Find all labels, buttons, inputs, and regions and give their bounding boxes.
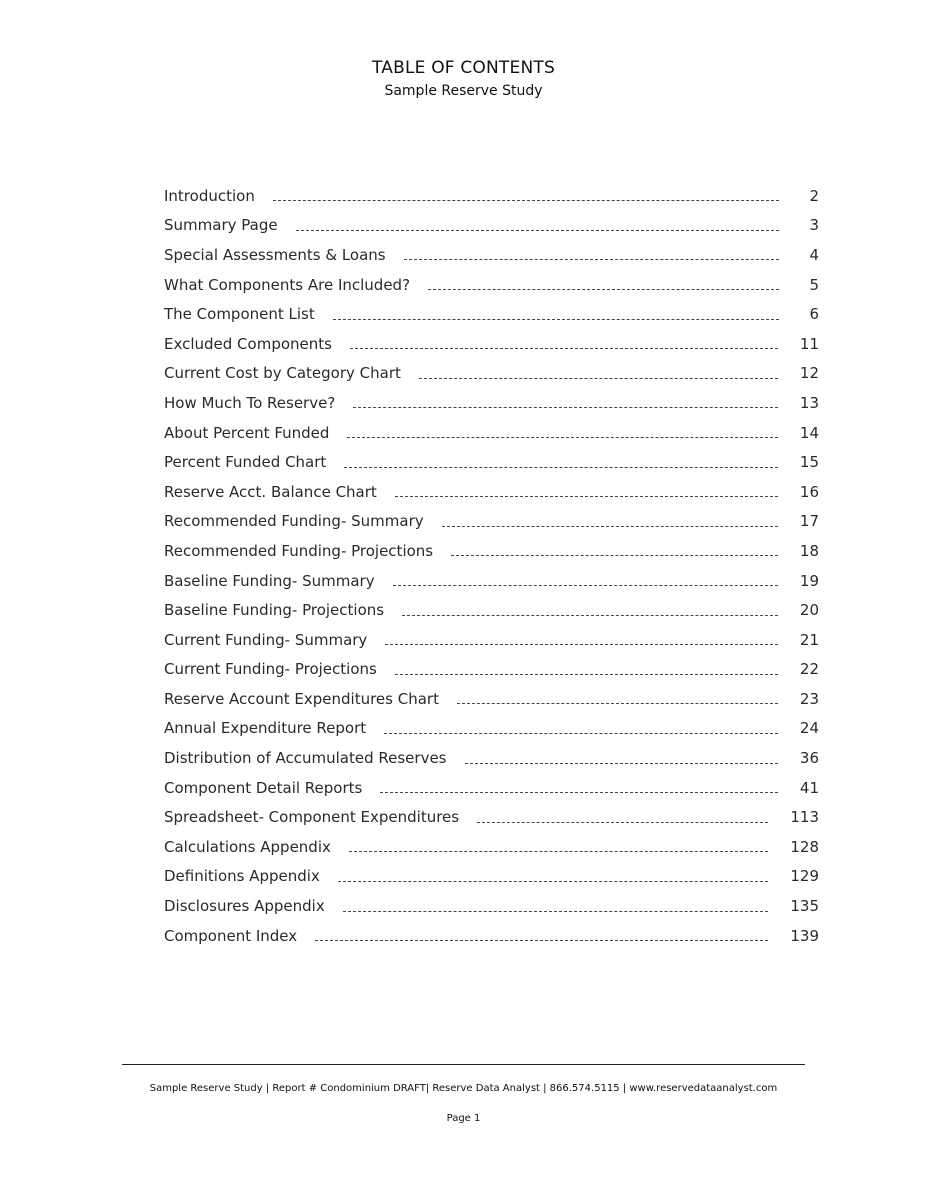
toc-entry[interactable] [164, 773, 819, 803]
toc-entry-page-number: 24 [799, 719, 819, 738]
toc-dot-leader [477, 822, 768, 823]
toc-entry[interactable] [164, 507, 819, 537]
toc-entry-page-number: 16 [799, 482, 819, 501]
toc-entry-label: Summary Page [164, 216, 278, 235]
page-subtitle: Sample Reserve Study [384, 83, 543, 99]
toc-entry-label: Introduction [164, 186, 255, 205]
toc-entry-page-number: 6 [809, 305, 819, 324]
toc-entry-page-number: 113 [790, 808, 819, 827]
toc-dot-leader [402, 615, 778, 616]
toc-entry[interactable] [164, 832, 819, 862]
toc-entry[interactable] [164, 595, 819, 625]
toc-entry[interactable] [164, 418, 819, 448]
toc-dot-leader [395, 674, 778, 675]
toc-entry-label: Baseline Funding- Projections [164, 601, 385, 620]
toc-entry-page-number: 18 [799, 541, 819, 560]
toc-dot-leader [347, 437, 777, 438]
page-title: TABLE OF CONTENTS [372, 58, 555, 78]
toc-entry[interactable] [164, 684, 819, 714]
toc-entry-page-number: 17 [799, 512, 819, 531]
toc-dot-leader [338, 881, 769, 882]
toc-entry[interactable] [164, 743, 819, 773]
toc-dot-leader [350, 348, 778, 349]
toc-entry[interactable] [164, 536, 819, 566]
toc-dot-leader [465, 763, 778, 764]
toc-dot-leader [343, 911, 769, 912]
toc-entry-label: What Components Are Included? [164, 275, 411, 294]
toc-entry-label: Spreadsheet- Component Expenditures [164, 808, 460, 827]
footer-divider [122, 1064, 805, 1065]
toc-entry-label: Calculations Appendix [164, 837, 331, 856]
toc-entry-page-number: 22 [799, 660, 819, 679]
toc-entry-label: Component Index [164, 926, 298, 945]
toc-dot-leader [273, 200, 779, 201]
toc-entry-label: About Percent Funded [164, 423, 330, 442]
toc-entry[interactable] [164, 447, 819, 477]
toc-entry[interactable] [164, 566, 819, 596]
toc-entry[interactable] [164, 921, 819, 951]
toc-dot-leader [384, 733, 778, 734]
table-of-contents [164, 181, 819, 950]
toc-entry[interactable] [164, 181, 819, 211]
toc-dot-leader [353, 407, 778, 408]
toc-entry-label: How Much To Reserve? [164, 393, 336, 412]
toc-entry-label: Excluded Components [164, 334, 332, 353]
toc-entry-page-number: 41 [799, 778, 819, 797]
toc-entry-label: Definitions Appendix [164, 867, 320, 886]
toc-entry[interactable] [164, 802, 819, 832]
toc-dot-leader [349, 851, 768, 852]
toc-entry-page-number: 128 [790, 837, 819, 856]
toc-entry[interactable] [164, 388, 819, 418]
footer-text: Sample Reserve Study | Report # Condominium DRAFT| Reserve Data Analyst | 866.574.5115 | www.reservedataanalyst.com [149, 1083, 778, 1094]
toc-entry[interactable] [164, 477, 819, 507]
toc-dot-leader [428, 289, 779, 290]
toc-entry-label: Recommended Funding- Projections [164, 541, 434, 560]
toc-entry-page-number: 3 [809, 216, 819, 235]
toc-entry[interactable] [164, 625, 819, 655]
toc-entry-page-number: 19 [799, 571, 819, 590]
toc-dot-leader [315, 940, 768, 941]
toc-entry-label: Annual Expenditure Report [164, 719, 367, 738]
toc-dot-leader [393, 585, 778, 586]
toc-entry-page-number: 23 [799, 689, 819, 708]
toc-entry-label: Component Detail Reports [164, 778, 363, 797]
toc-dot-leader [296, 230, 779, 231]
toc-entry-label: Current Funding- Summary [164, 630, 368, 649]
toc-entry-page-number: 13 [799, 393, 819, 412]
toc-entry-page-number: 135 [790, 897, 819, 916]
toc-entry-label: The Component List [164, 305, 315, 324]
toc-entry[interactable] [164, 714, 819, 744]
toc-dot-leader [380, 792, 778, 793]
footer-page-number: Page 1 [446, 1113, 481, 1124]
toc-entry[interactable] [164, 329, 819, 359]
toc-entry[interactable] [164, 862, 819, 892]
toc-entry[interactable] [164, 655, 819, 685]
toc-entry-page-number: 129 [790, 867, 819, 886]
toc-dot-leader [395, 496, 778, 497]
toc-dot-leader [442, 526, 778, 527]
toc-entry-label: Percent Funded Chart [164, 453, 327, 472]
toc-entry[interactable] [164, 270, 819, 300]
toc-entry-label: Recommended Funding- Summary [164, 512, 424, 531]
toc-dot-leader [344, 467, 778, 468]
toc-entry-page-number: 12 [799, 364, 819, 383]
toc-entry-page-number: 14 [799, 423, 819, 442]
toc-entry-page-number: 20 [799, 601, 819, 620]
toc-entry[interactable] [164, 359, 819, 389]
toc-entry-page-number: 11 [799, 334, 819, 353]
toc-entry-label: Distribution of Accumulated Reserves [164, 749, 447, 768]
toc-entry-page-number: 5 [809, 275, 819, 294]
toc-entry-page-number: 21 [799, 630, 819, 649]
toc-entry-label: Reserve Account Expenditures Chart [164, 689, 439, 708]
toc-entry-page-number: 36 [799, 749, 819, 768]
toc-dot-leader [419, 378, 778, 379]
toc-dot-leader [333, 319, 779, 320]
toc-entry-label: Current Cost by Category Chart [164, 364, 401, 383]
toc-entry[interactable] [164, 891, 819, 921]
toc-dot-leader [451, 555, 778, 556]
toc-entry-label: Special Assessments & Loans [164, 245, 386, 264]
toc-entry-label: Reserve Acct. Balance Chart [164, 482, 377, 501]
toc-entry[interactable] [164, 211, 819, 241]
toc-entry-label: Baseline Funding- Summary [164, 571, 375, 590]
toc-entry-page-number: 15 [799, 453, 819, 472]
toc-entry-page-number: 139 [790, 926, 819, 945]
toc-entry-page-number: 4 [809, 245, 819, 264]
toc-dot-leader [404, 259, 779, 260]
toc-dot-leader [385, 644, 778, 645]
toc-entry[interactable] [164, 299, 819, 329]
toc-entry[interactable] [164, 240, 819, 270]
toc-entry-page-number: 2 [809, 186, 819, 205]
toc-dot-leader [457, 703, 778, 704]
toc-entry-label: Current Funding- Projections [164, 660, 377, 679]
toc-entry-label: Disclosures Appendix [164, 897, 325, 916]
